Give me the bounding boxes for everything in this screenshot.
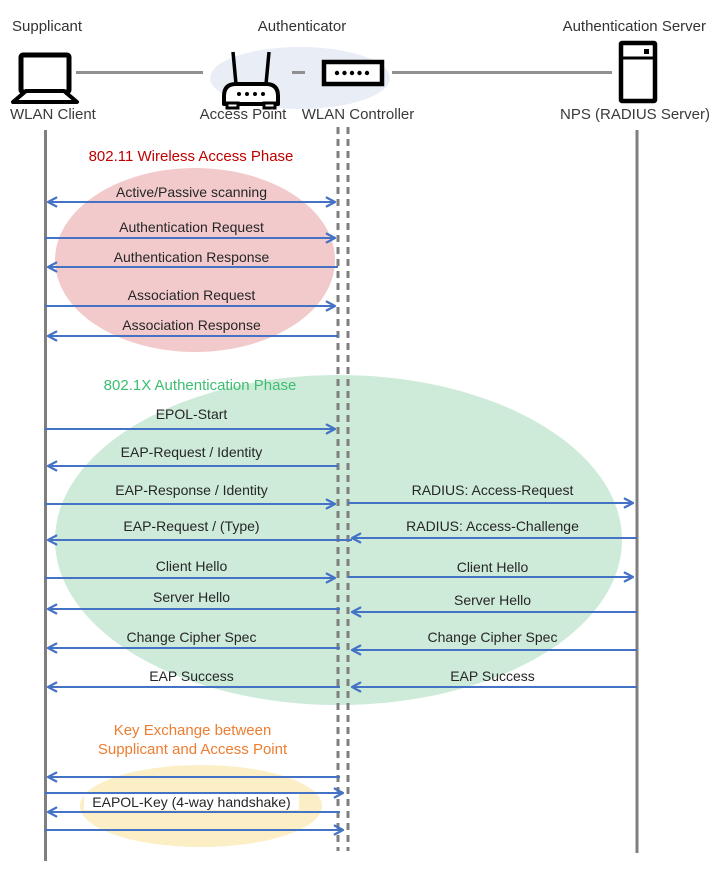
- message-label: EAP Success: [149, 668, 234, 684]
- wlan-controller-label: WLAN Controller: [301, 106, 415, 123]
- message-label: Authentication Response: [113, 249, 270, 265]
- message-label: EAP-Request / (Type): [123, 518, 260, 534]
- message-label: Change Cipher Spec: [126, 629, 257, 645]
- laptop-icon: [13, 55, 77, 102]
- phase3-title-line2: Supplicant and Access Point: [97, 741, 288, 758]
- authenticator-role-label: Authenticator: [257, 18, 347, 35]
- access-point-label: Access Point: [199, 106, 287, 123]
- message-label: Association Request: [127, 287, 256, 303]
- switch-icon: [324, 62, 382, 84]
- server-tower-icon: [621, 43, 655, 101]
- message-label: Active/Passive scanning: [116, 184, 267, 200]
- message-label: RADIUS: Access-Request: [411, 482, 574, 498]
- message-label: Association Response: [122, 317, 261, 333]
- authentication-server-role-label: Authentication Server: [562, 18, 706, 35]
- nps-radius-server-label: NPS (RADIUS Server): [559, 106, 711, 123]
- message-label: Server Hello: [453, 592, 532, 608]
- message-label: Authentication Request: [119, 219, 264, 235]
- phase3-title: [45, 721, 340, 759]
- supplicant-role-label: Supplicant: [12, 18, 83, 35]
- message-label: Client Hello: [456, 559, 529, 575]
- message-label: EPOL-Start: [155, 406, 228, 422]
- wlan-client-label: WLAN Client: [10, 106, 96, 123]
- message-label: EAP-Request / Identity: [120, 444, 263, 460]
- message-label: EAP Success: [450, 668, 535, 684]
- message-label: Client Hello: [155, 558, 228, 574]
- message-label: EAP-Response / Identity: [115, 482, 268, 498]
- phase3-title-line1: Key Exchange between: [113, 722, 272, 739]
- message-label: [45, 794, 338, 810]
- phase2-title: 802.1X Authentication Phase: [103, 377, 297, 394]
- message-label: Server Hello: [152, 589, 231, 605]
- eapol-key-label: EAPOL-Key (4-way handshake): [84, 794, 298, 810]
- message-label: Change Cipher Spec: [427, 629, 558, 645]
- message-label: RADIUS: Access-Challenge: [406, 518, 579, 534]
- wireless-router-icon: [224, 52, 278, 108]
- phase1-title: 802.11 Wireless Access Phase: [88, 148, 294, 165]
